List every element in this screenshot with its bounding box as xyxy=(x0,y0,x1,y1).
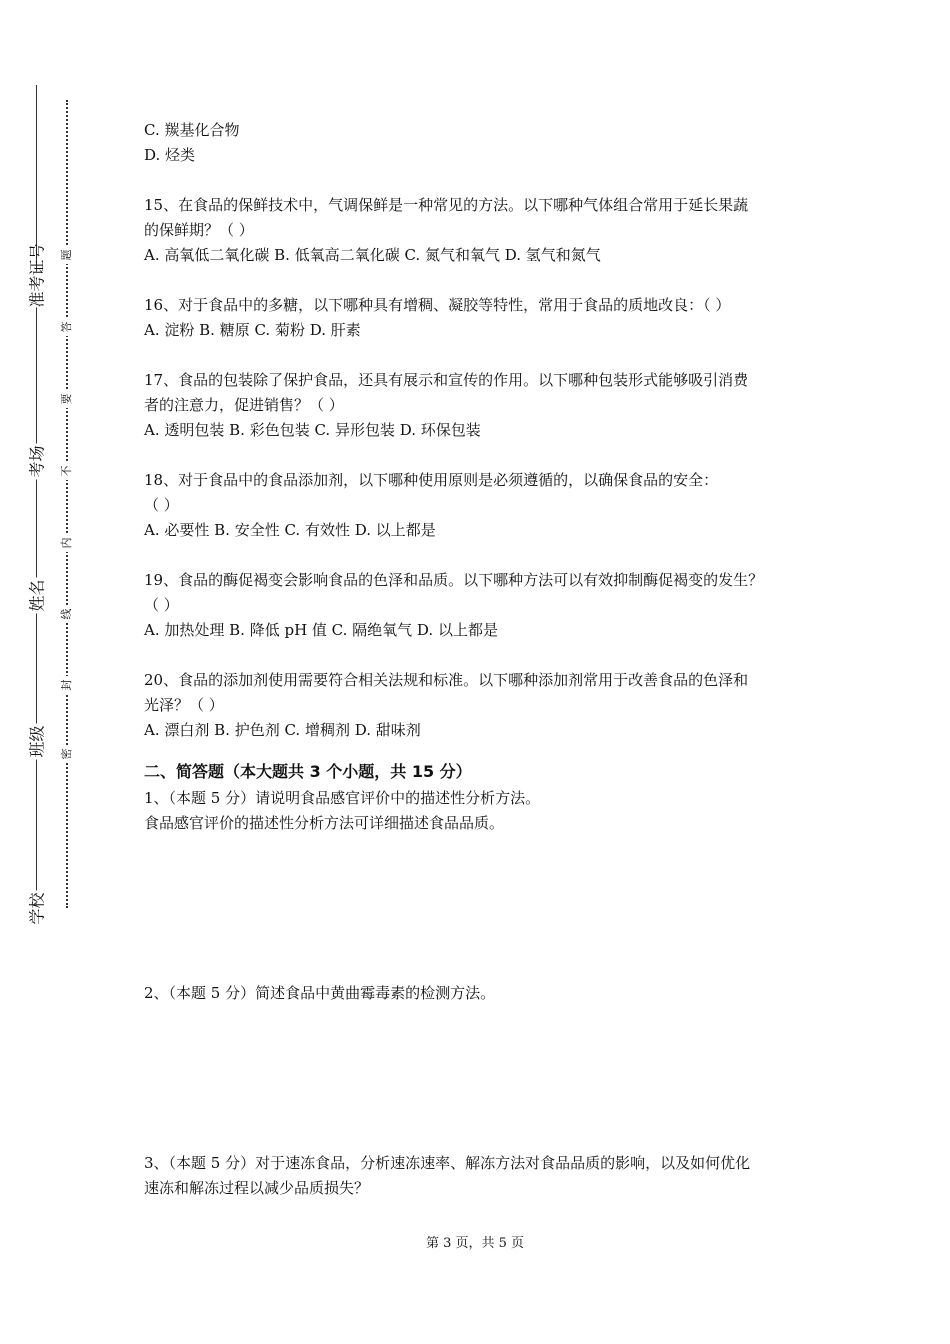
q18-options: A. 必要性 B. 安全性 C. 有效性 D. 以上都是 xyxy=(144,521,436,539)
q17-stem-cont: 者的注意力，促进销售？（ ） xyxy=(144,396,344,414)
seal-char: 线 xyxy=(58,605,76,623)
binding-solid-line xyxy=(36,85,37,920)
short-answer-q3: 3、（本题 5 分）对于速冻食品，分析速冻速率、解冻方法对食品品质的影响，以及如何优化 xyxy=(144,1154,751,1172)
q15-stem: 15、在食品的保鲜技术中，气调保鲜是一种常见的方法。以下哪种气体组合常用于延长果蔬 xyxy=(144,196,749,214)
seal-char: 封 xyxy=(58,676,76,694)
seal-char: 题 xyxy=(58,246,76,264)
q18-stem-cont: （ ） xyxy=(144,496,179,514)
short-answer-q2: 2、（本题 5 分）简述食品中黄曲霉毒素的检测方法。 xyxy=(144,984,496,1002)
seal-char: 密 xyxy=(58,745,76,763)
short-answer-q1: 1、（本题 5 分）请说明食品感官评价中的描述性分析方法。 xyxy=(144,789,541,807)
seal-char: 要 xyxy=(58,390,76,408)
q15-stem-cont: 的保鲜期？（ ） xyxy=(144,221,254,239)
q16-options: A. 淀粉 B. 糖原 C. 菊粉 D. 肝素 xyxy=(144,321,361,339)
q14-option-c: C. 羰基化合物 xyxy=(144,121,240,139)
q20-options: A. 漂白剂 B. 护色剂 C. 增稠剂 D. 甜味剂 xyxy=(144,721,421,739)
page-number: 第 3 页，共 5 页 xyxy=(425,1236,525,1251)
seal-char: 答 xyxy=(58,318,76,336)
name-label: 姓名 xyxy=(25,578,48,614)
q17-options: A. 透明包装 B. 彩色包装 C. 异形包装 D. 环保包装 xyxy=(144,421,481,439)
exam-id-label: 准考证号 xyxy=(25,272,48,308)
school-label: 学校 xyxy=(25,891,48,927)
q16-stem: 16、对于食品中的多糖，以下哪种具有增稠、凝胶等特性，常用于食品的质地改良：（ ） xyxy=(144,296,731,314)
exam-content xyxy=(144,118,824,1201)
short-answer-q1-answer: 食品感官评价的描述性分析方法可详细描述食品品质。 xyxy=(144,814,505,832)
class-label: 班级 xyxy=(25,724,48,760)
q18-stem: 18、对于食品中的食品添加剂，以下哪种使用原则是必须遵循的，以确保食品的安全： xyxy=(144,471,719,489)
q14-option-d: D. 烃类 xyxy=(144,146,196,164)
binding-dotted-line xyxy=(66,100,68,908)
q15-options: A. 高氧低二氧化碳 B. 低氧高二氧化碳 C. 氮气和氧气 D. 氢气和氮气 xyxy=(144,246,601,264)
q20-stem: 20、食品的添加剂使用需要符合相关法规和标准。以下哪种添加剂常用于改善食品的色泽和 xyxy=(144,671,749,689)
seal-char: 不 xyxy=(58,462,76,480)
q17-stem: 17、食品的包装除了保护食品，还具有展示和宣传的作用。以下哪种包装形式能够吸引消费 xyxy=(144,371,749,389)
exam-room-label: 考场 xyxy=(25,444,48,480)
short-answer-q3-cont: 速冻和解冻过程以减少品质损失？ xyxy=(144,1179,370,1197)
section-title: 二、简答题（本大题共 3 个小题，共 15 分） xyxy=(144,762,472,781)
q19-options: A. 加热处理 B. 降低 pH 值 C. 隔绝氧气 D. 以上都是 xyxy=(144,621,498,639)
q19-stem-cont: （ ） xyxy=(144,596,179,614)
q20-stem-cont: 光泽？（ ） xyxy=(144,696,224,714)
seal-char: 内 xyxy=(58,534,76,552)
q19-stem: 19、食品的酶促褐变会影响食品的色泽和品质。以下哪种方法可以有效抑制酶促褐变的发生？ xyxy=(144,571,764,589)
